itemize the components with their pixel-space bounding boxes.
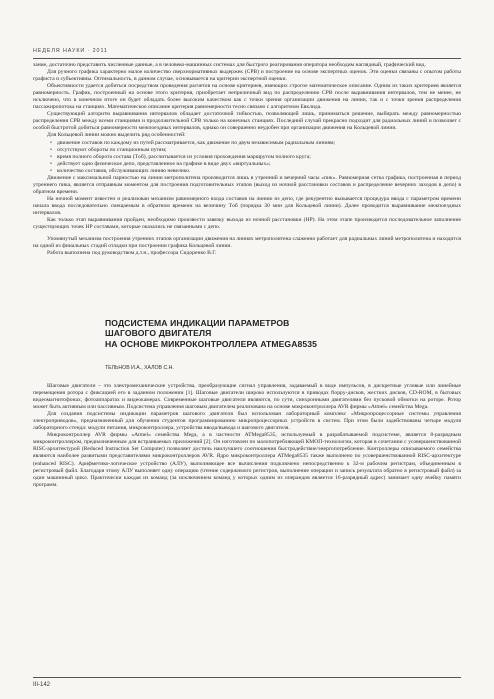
paragraph: Для создания подсистемы индикации параметров шагового двигателя был использован лабораторный комплекс «Микропроцессорные системы управления электроприводов», предназначенный для обучения студентов программированию микропроцессорных устройств в систем. При этом были задействованы четыре модуля лабораторного стенда: модули питания, микроконтроллера, устройства ввода/вывода и шагового двигателя. [33, 411, 461, 432]
paragraph: Для ручного графика характерно малое количество сверхнормативных выдержек (СРВ) и построение на основе экспертных оценок. Эти оценки связаны с опытом работы графиста и субъективны. Оптимальность, в данном случае, основывается на критерии экспертной оценки. [33, 69, 461, 83]
list-item: • время полного оборота состава (Tоб), рассчитывается из условия прохождения маршрутом полного круга; [57, 154, 461, 161]
paragraph: Движение с максимальной парностью на линии метрополитена производится лишь в утренний и вечерний часы «пик». Равномерная сетка графика, построенная в период утреннего пика, является отправным моментом для построения подготовительных этапов (выход из ночной расстановки составов и распределение вечерних заходов в депо) в обратном времени. [33, 174, 461, 195]
paragraph: Существующий алгоритм выравнивания интервалов обладает достаточной гибкостью, позволяющей лишь, приниматься решение, выбирать между равномерностью распределения СРВ между всеми станциями и продолжительной СРВ только на конечных станциях. Последний случай прекрасно подходит для радиальных линий и позволяет с особой быстротой добиться равномерности межпоездных интервалов, однако он совершенно неудобен при организации движения на Кольцевой линии. [33, 111, 461, 132]
paragraph: зание, достаточно представить численные данные, а в человеко-машинных системах для быстрого реагирования оператора необходим наглядный, графический вид. [33, 62, 426, 68]
running-head: НЕДЕЛЯ НАУКИ · 2011 [33, 48, 108, 54]
title-line: ПОДСИСТЕМА ИНДИКАЦИИ ПАРАМЕТРОВ [105, 318, 290, 328]
paragraph: Микроконтроллер AVR фирмы «Atmel» семейства Mega, а в частности ATMega8535, используемый в разрабатываемой подсистеме, является 8-разрядным микроконтроллером, предназначенным для встраиваемых приложений [2]. Он изготовлен по малопотребляющей КМОП-технологии, которая в сочетании с усовершенствованной RISC-архитектурой (Reduced Instruction Set Computer) позволяет достичь наилучшего соотношения быстродействие/энергопотребление. Контроллеры описываемого семейства являются наиболее развитыми представителями микроконтроллеров AVR. Ядро микроконтроллера ATMega8535 также выполнено по усовершенствованной RISC-архитектуре (enhanced RISC). Арифметико-логическое устройство (АЛУ), выполняющее все вычисления подключено непосредственно к 32-м рабочим регистрам, объединенным в регистровый файл. Благодаря этому АЛУ выполняет одну операцию (чтение содержимого регистров, выполнение операции и запись результата обратно в регистровый файл) за один машинный цикл. Практически каждая из команд (за исключением команд у которых одним из операндов является 16-разрядный адрес) занимает одну ячейку памяти программ. [33, 432, 461, 488]
list-item: • количество составов, обслуживающих линию невелико. [57, 168, 461, 175]
article-title [105, 318, 405, 349]
title-line: НА ОСНОВЕ МИКРОКОНТРОЛЛЕРА ATMEGA8535 [105, 338, 318, 349]
list-item: • движение составов по каждому из путей рассматривается, как движение по двум независимым радиальным линиям; [57, 140, 461, 147]
paragraph: Объективности удается добиться посредством проведения расчетов на основе критериев, имеющих строгое математическое описание. Одним из таких критериев является равномерность. График, построенный на основе этого критерия, приобретает неприличный вид по распределению СРВ после выравнивания интервалов, тем не менее, не исключено, что в конечном итоге он будет обладать более высоким качеством как с точки зрения организации движения на линии, так и с точки зрения распределения пассажиропотока на станциях. Математическое описание критерия равномерности тесно связано с алгоритмом Евклида. [33, 83, 461, 111]
footer-divider [33, 677, 461, 678]
paragraph: На ночной момент известен и реализован механизм равномерного входа составов на линию из депо, где рекурентно вызывается процедура ввода с параметром времени начала ввода последовательно смещаемым в обратном времени на величину Tоб (порядка 30 мин для Кольцевой линии). Далее проводится выравнивание межпоездных интервалов. [33, 195, 461, 216]
list-item: • действует одно физическое депо, представленное на графике в виде двух «виртуальных»; [57, 161, 461, 168]
paragraph: Упомянутый механизм построения утренних этапов организации движения на линиях метрополитена слаженно работает для радиальных линий метрополитена и находится на одной из финальных стадий отладки при построении графика Кольцевой линии. [33, 236, 461, 250]
previous-article-continuation [33, 62, 461, 257]
features-list [33, 140, 461, 175]
page-number: III-142 [33, 682, 51, 688]
header-divider [33, 58, 461, 59]
article-body [33, 383, 461, 489]
list-item: • отсутствуют обороты по станционным путям; [57, 147, 461, 154]
paragraph: Для Кольцевой линии можно выделить ряд особенностей: [47, 132, 186, 139]
title-line: ШАГОВОГО ДВИГАТЕЛЯ [105, 328, 212, 339]
acknowledgement: Работа выполнена под руководством д.т.н., профессора Сидоренко В.Г. [47, 250, 217, 257]
article-authors: ТЕЛЬНОВ И.А., ХАЛОВ С.Н. [105, 365, 174, 371]
paragraph: Как только этап выравнивания пройден, необходимо произвести завязку выхода из ночной расстановки (НР). На этом этапе производится последовательное заполнение существующих точек НР составами, которые оказались не связанными с депо. [33, 217, 461, 231]
paragraph: Шаговые двигатели – это электромеханические устройства, преобразующие сигнал управления, задаваемый в виде импульсов, в дискретные угловые или линейные перемещения ротора с фиксацией его в заданном положении [1]. Шаговые двигатели широко используются в приводах floppy-дисков, жестких дисков, CD-ROM, в бытовых видеомагнитофонах, фотоаппаратах и видеокамерах. Современные шаговые двигатели являются, по сути, синхронными двигателями без пусковой обмотки на роторе. Ротор может быть активным или пассивным. Подсистема управления шаговым двигателем реализована на основе микроконтроллера AVR фирмы «Atmel» семейства Mega. [33, 383, 461, 411]
